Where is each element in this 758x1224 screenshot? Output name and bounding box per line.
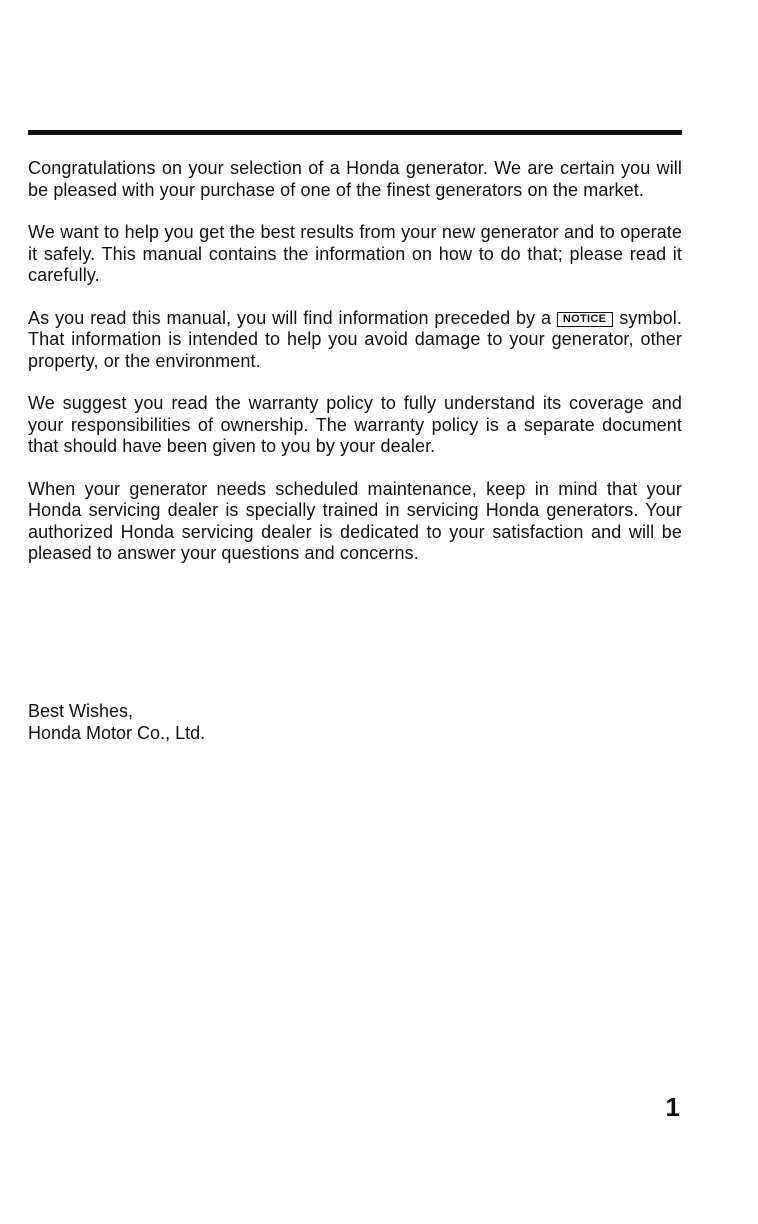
paragraph-notice-info	[28, 308, 682, 373]
paragraph-warranty: We suggest you read the warranty policy to fully understand its coverage and your responsibilities of ownership. The warranty policy is a separate document that should have been given to you by your dealer.	[28, 393, 682, 456]
paragraph-congratulations: Congratulations on your selection of a Honda generator. We are certain you will be pleased with your purchase of one of the finest generators on the market.	[28, 158, 682, 200]
signoff-company: Honda Motor Co., Ltd.	[28, 723, 206, 743]
notice-intro-text: As you read this manual, you will find information preceded by a	[28, 307, 552, 328]
page-number: 1	[665, 1092, 680, 1122]
page-body	[28, 158, 682, 586]
notice-explanation-text: symbol. That information is intended to help you avoid damage to your generator, other property, or the environment.	[28, 307, 682, 371]
notice-badge: NOTICE	[557, 312, 613, 327]
paragraph-maintenance: When your generator needs scheduled maintenance, keep in mind that your Honda servicing dealer is specially trained in servicing Honda generators. Your authorized Honda servicing dealer is dedicated to your satisfaction and will be pleased to answer your questions and concerns.	[28, 478, 682, 563]
top-rule	[28, 130, 682, 135]
signoff	[28, 700, 205, 744]
paragraph-best-results: We want to help you get the best results from your new generator and to operate it safely. This manual contains the information on how to do that; please read it carefully.	[28, 222, 682, 285]
signoff-greeting: Best Wishes,	[28, 701, 134, 721]
